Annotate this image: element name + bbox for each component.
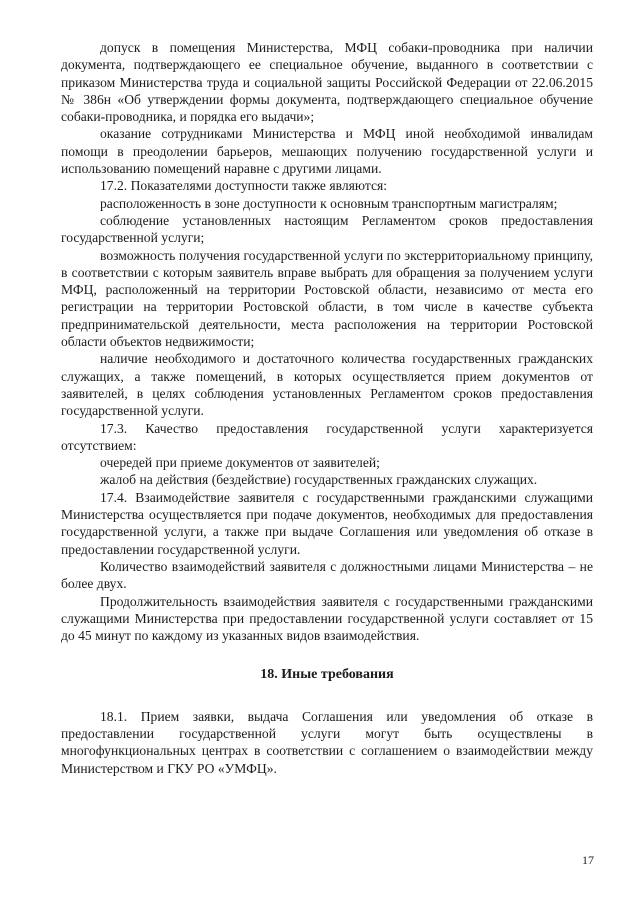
page-number: 17	[582, 853, 594, 867]
paragraph-17-4-interaction: 17.4. Взаимодействие заявителя с государственными гражданскими служащими Министерства осуществляется при подаче документов, необходимых для предоставления государственной услуги, а также при выдаче Соглашения или уведомления об отказе в предоставлении государственной услуги.	[61, 489, 593, 557]
paragraph-interaction-duration: Продолжительность взаимодействия заявителя с государственными гражданскими служащими Министерства при предоставлении государственной услуги составляет от 15 до 45 минут по каждому из указанных видов взаимодействия.	[61, 593, 593, 644]
paragraph-staff-sufficiency: наличие необходимого и достаточного количества государственных гражданских служащих, а также помещений, в которых осуществляется прием документов от заявителей, в целях соблюдения установленных Регламентом сроков предоставления государственной услуги.	[61, 351, 593, 419]
paragraph-staff-assistance: оказание сотрудниками Министерства и МФЦ иной необходимой инвалидам помощи в преодолении барьеров, мешающих получению государственной услуги и использованию помещений наравне с другими лицами.	[61, 126, 593, 177]
paragraph-no-queues: очередей при приеме документов от заявителей;	[100, 455, 380, 471]
paragraph-17-3-quality: 17.3. Качество предоставления государственной услуги характеризуется отсутствием:	[61, 420, 593, 453]
paragraph-deadline-compliance: соблюдение установленных настоящим Регламентом сроков предоставления государственной услуги;	[61, 212, 593, 246]
paragraph-extraterritorial: возможность получения государственной услуги по экстерриториальному принципу, в соответствии с которым заявитель вправе выбрать для обращения за получением услуги МФЦ, расположенный на территории Ростовской области, независимо от места его регистрации на территории Ростовской области, в том числе в качестве субъекта предпринимательской деятельности, места расположения на территории Ростовской области объектов недвижимости;	[61, 247, 593, 350]
paragraph-interaction-count: Количество взаимодействий заявителя с должностными лицами Министерства – не более двух.	[61, 558, 593, 592]
paragraph-no-complaints: жалоб на действия (бездействие) государственных гражданских служащих.	[100, 472, 538, 488]
section-heading: 18. Иные требования	[260, 667, 394, 683]
paragraph-17-2-heading: 17.2. Показателями доступности также являются:	[100, 178, 388, 194]
page-content	[61, 39, 593, 777]
paragraph-guide-dog-access: допуск в помещения Министерства, МФЦ собаки-проводника при наличии документа, подтверждающего ее специальное обучение, выданного в соответствии с приказом Министерства труда и социальной защиты Российской Федерации от 22.06.2015 № 386н «Об утверждении формы документа, подтверждающего специальное обучение собаки-проводника, и порядка его выдачи»;	[61, 40, 593, 125]
paragraph-18-1: 18.1. Прием заявки, выдача Соглашения или уведомления об отказе в предоставлении государственной услуги могут быть осуществлены в многофункциональных центрах в соответствии с соглашением о взаимодействии между Министерством и ГКУ РО «УМФЦ».	[61, 708, 593, 776]
paragraph-transport-access: расположенность в зоне доступности к основным транспортным магистралям;	[100, 195, 558, 211]
